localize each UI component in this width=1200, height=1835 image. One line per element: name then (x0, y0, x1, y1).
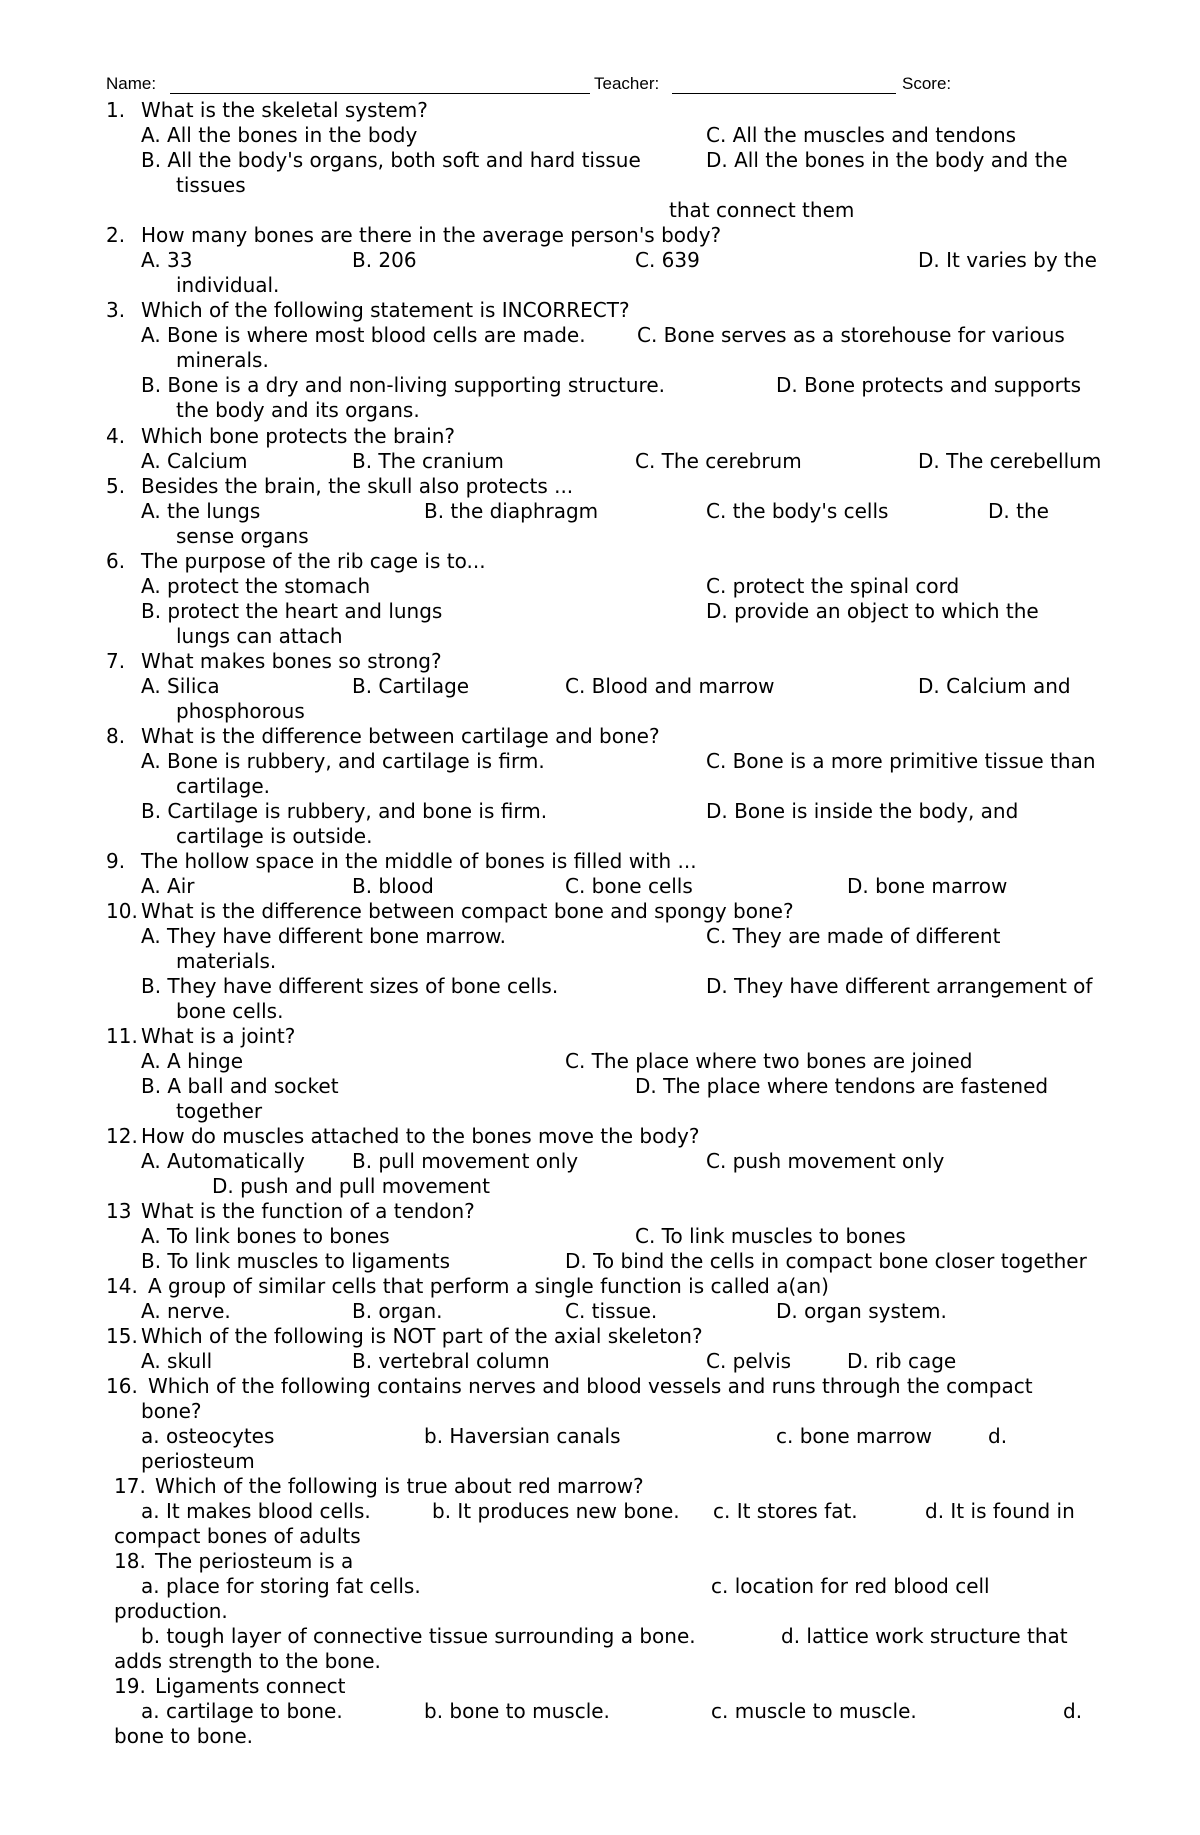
option-c[interactable]: C. To link muscles to bones (635, 1224, 906, 1248)
option-c-wrap: cartilage. (176, 774, 271, 798)
option-b[interactable]: b. It produces new bone. (432, 1499, 680, 1523)
option-a[interactable]: A. nerve. (141, 1299, 231, 1323)
option-c[interactable]: C. The place where two bones are joined (565, 1049, 973, 1073)
option-a[interactable]: A. Calcium (141, 449, 248, 473)
option-d[interactable]: D. provide an object to which the (706, 599, 1039, 623)
question-number: 1. (106, 98, 126, 122)
option-c[interactable]: c. muscle to muscle. (711, 1699, 917, 1723)
question-text: What is the skeletal system? (141, 98, 428, 122)
question-text: What is the difference between compact bone and spongy bone? (141, 899, 794, 923)
question-number: 12. (106, 1124, 138, 1148)
option-c[interactable]: C. the body's cells (706, 499, 889, 523)
option-a[interactable]: A. 33 (141, 248, 193, 272)
question-number: 7. (106, 649, 126, 673)
option-c-wrap: minerals. (176, 348, 269, 372)
option-b[interactable]: B. Cartilage (352, 674, 470, 698)
option-b[interactable]: b. Haversian canals (424, 1424, 621, 1448)
option-c[interactable]: c. location for red blood cell (711, 1574, 990, 1598)
question-number: 11. (106, 1024, 138, 1048)
option-a[interactable]: a. osteocytes (141, 1424, 275, 1448)
option-b[interactable]: B. pull movement only (352, 1149, 579, 1173)
option-d-wrap: individual. (176, 273, 280, 297)
option-c[interactable]: C. tissue. (565, 1299, 658, 1323)
question-number: 15. (106, 1324, 138, 1348)
question-number: 4. (106, 424, 126, 448)
option-a[interactable]: A. Automatically (141, 1149, 305, 1173)
option-c[interactable]: C. 639 (635, 248, 700, 272)
option-a[interactable]: A. They have different bone marrow. (141, 924, 506, 948)
option-d-wrap: phosphorous (176, 699, 305, 723)
question-text: What is a joint? (141, 1024, 296, 1048)
teacher-label: Teacher: (594, 74, 660, 93)
option-d-wrap: periosteum (141, 1449, 255, 1473)
option-b[interactable]: B. Cartilage is rubbery, and bone is firm. (141, 799, 548, 823)
option-b[interactable]: b. tough layer of connective tissue surrounding a bone. (141, 1624, 696, 1648)
option-a[interactable]: a. place for storing fat cells. (141, 1574, 421, 1598)
question-text: Ligaments connect (155, 1674, 346, 1698)
option-c[interactable]: C. Bone serves as a storehouse for various (637, 323, 1065, 347)
question-text: How do muscles attached to the bones move the body? (141, 1124, 700, 1148)
option-d[interactable]: D. the (988, 499, 1049, 523)
option-d-wrap: lungs can attach (176, 624, 343, 648)
name-field-line[interactable] (170, 93, 590, 94)
question-text: What makes bones so strong? (141, 649, 442, 673)
option-d[interactable]: D. rib cage (847, 1349, 957, 1373)
question-number: 18. (114, 1549, 146, 1573)
option-b[interactable]: B. The cranium (352, 449, 504, 473)
question-text: What is the function of a tendon? (141, 1199, 475, 1223)
question-number: 3. (106, 298, 126, 322)
option-b-wrap: tissues (176, 173, 246, 197)
teacher-field-line[interactable] (672, 93, 896, 94)
option-a[interactable]: A. Silica (141, 674, 220, 698)
question-text: The hollow space in the middle of bones is filled with ... (141, 849, 697, 873)
option-c-wrap: production. (114, 1599, 228, 1623)
option-a[interactable]: A. protect the stomach (141, 574, 371, 598)
option-d[interactable]: D. Calcium and (918, 674, 1071, 698)
option-a[interactable]: A. Air (141, 874, 195, 898)
question-text: Which of the following is true about red marrow? (155, 1474, 644, 1498)
question-number: 10. (106, 899, 138, 923)
option-a[interactable]: A. Bone is where most blood cells are made. (141, 323, 586, 347)
option-c[interactable]: c. bone marrow (776, 1424, 932, 1448)
question-text: Which bone protects the brain? (141, 424, 455, 448)
option-c[interactable]: C. bone cells (565, 874, 693, 898)
option-d-wrap: sense organs (176, 524, 309, 548)
option-b[interactable]: B. Bone is a dry and non-living supporting structure. (141, 373, 666, 397)
option-c[interactable]: C. protect the spinal cord (706, 574, 960, 598)
option-c[interactable]: c. It stores fat. (713, 1499, 858, 1523)
option-c-wrap: materials. (176, 949, 277, 973)
option-a[interactable]: A. the lungs (141, 499, 261, 523)
question-text-wrap: bone? (141, 1399, 202, 1423)
option-d[interactable]: D. Bone protects and supports (776, 373, 1082, 397)
option-b[interactable]: B. They have different sizes of bone cells. (141, 974, 559, 998)
option-d[interactable]: D. The place where tendons are fastened (635, 1074, 1049, 1098)
option-b[interactable]: B. 206 (352, 248, 417, 272)
question-number: 13 (106, 1199, 132, 1223)
option-d-wrap: bone cells. (176, 999, 284, 1023)
option-b[interactable]: B. protect the heart and lungs (141, 599, 443, 623)
option-d-wrap: that connect them (669, 198, 855, 222)
question-number: 2. (106, 223, 126, 247)
option-d[interactable]: d. It is found in (925, 1499, 1075, 1523)
option-b[interactable]: B. blood (352, 874, 434, 898)
option-c[interactable]: C. They are made of different (706, 924, 1001, 948)
question-number: 9. (106, 849, 126, 873)
option-d[interactable]: d. (1063, 1699, 1083, 1723)
option-b[interactable]: B. A ball and socket (141, 1074, 339, 1098)
option-d-wrap: adds strength to the bone. (114, 1649, 381, 1673)
option-d[interactable]: D. organ system. (776, 1299, 947, 1323)
option-d-wrap: the body and its organs. (176, 398, 420, 422)
question-number: 6. (106, 549, 126, 573)
question-text: How many bones are there in the average person's body? (141, 223, 722, 247)
question-text: A group of similar cells that perform a single function is called a(an) (148, 1274, 829, 1298)
name-label: Name: (106, 74, 157, 93)
option-a[interactable]: A. To link bones to bones (141, 1224, 390, 1248)
option-c[interactable]: C. Bone is a more primitive tissue than (706, 749, 1096, 773)
option-d[interactable]: D. To bind the cells in compact bone closer together (565, 1249, 1087, 1273)
option-d[interactable]: D. push and pull movement (212, 1174, 490, 1198)
option-b[interactable]: B. organ. (352, 1299, 443, 1323)
question-number: 19. (114, 1674, 146, 1698)
option-c[interactable]: C. The cerebrum (635, 449, 802, 473)
option-a[interactable]: a. It makes blood cells. (141, 1499, 371, 1523)
question-number: 16. (106, 1374, 138, 1398)
option-a[interactable]: A. A hinge (141, 1049, 243, 1073)
option-d[interactable]: D. bone marrow (847, 874, 1008, 898)
option-a[interactable]: a. cartilage to bone. (141, 1699, 343, 1723)
question-number: 8. (106, 724, 126, 748)
question-text: The purpose of the rib cage is to... (141, 549, 486, 573)
option-a[interactable]: A. skull (141, 1349, 213, 1373)
question-text: What is the difference between cartilage and bone? (141, 724, 660, 748)
question-text: Which of the following is NOT part of the axial skeleton? (141, 1324, 703, 1348)
option-b[interactable]: B. vertebral column (352, 1349, 550, 1373)
option-c[interactable]: C. push movement only (706, 1149, 945, 1173)
option-c[interactable]: C. pelvis (706, 1349, 792, 1373)
option-b[interactable]: B. the diaphragm (424, 499, 599, 523)
option-d-wrap: compact bones of adults (114, 1524, 361, 1548)
option-b[interactable]: b. bone to muscle. (424, 1699, 610, 1723)
question-text: Besides the brain, the skull also protects ... (141, 474, 574, 498)
question-text: The periosteum is a (155, 1549, 354, 1573)
question-number: 5. (106, 474, 126, 498)
worksheet-header (106, 74, 1136, 100)
option-d-wrap: cartilage is outside. (176, 824, 373, 848)
option-d[interactable]: D. The cerebellum (918, 449, 1102, 473)
question-text: Which of the following contains nerves and blood vessels and runs through the compact (148, 1374, 1033, 1398)
question-text: Which of the following statement is INCORRECT? (141, 298, 630, 322)
option-d[interactable]: D. They have different arrangement of (706, 974, 1093, 998)
option-a[interactable]: A. Bone is rubbery, and cartilage is firm. (141, 749, 545, 773)
question-number: 14. (106, 1274, 138, 1298)
option-b[interactable]: B. To link muscles to ligaments (141, 1249, 451, 1273)
question-number: 17. (114, 1474, 146, 1498)
option-d-wrap: together (176, 1099, 263, 1123)
option-d-wrap: bone to bone. (114, 1724, 253, 1748)
score-label: Score: (902, 74, 952, 93)
option-d[interactable]: D. Bone is inside the body, and (706, 799, 1019, 823)
option-a[interactable]: A. All the bones in the body (141, 123, 418, 147)
option-d[interactable]: D. It varies by the (918, 248, 1097, 272)
option-c[interactable]: C. All the muscles and tendons (706, 123, 1017, 147)
option-d[interactable]: D. All the bones in the body and the (706, 148, 1068, 172)
option-d[interactable]: d. (988, 1424, 1008, 1448)
option-b[interactable]: B. All the body's organs, both soft and hard tissue (141, 148, 641, 172)
option-c[interactable]: C. Blood and marrow (565, 674, 775, 698)
option-d[interactable]: d. lattice work structure that (781, 1624, 1068, 1648)
